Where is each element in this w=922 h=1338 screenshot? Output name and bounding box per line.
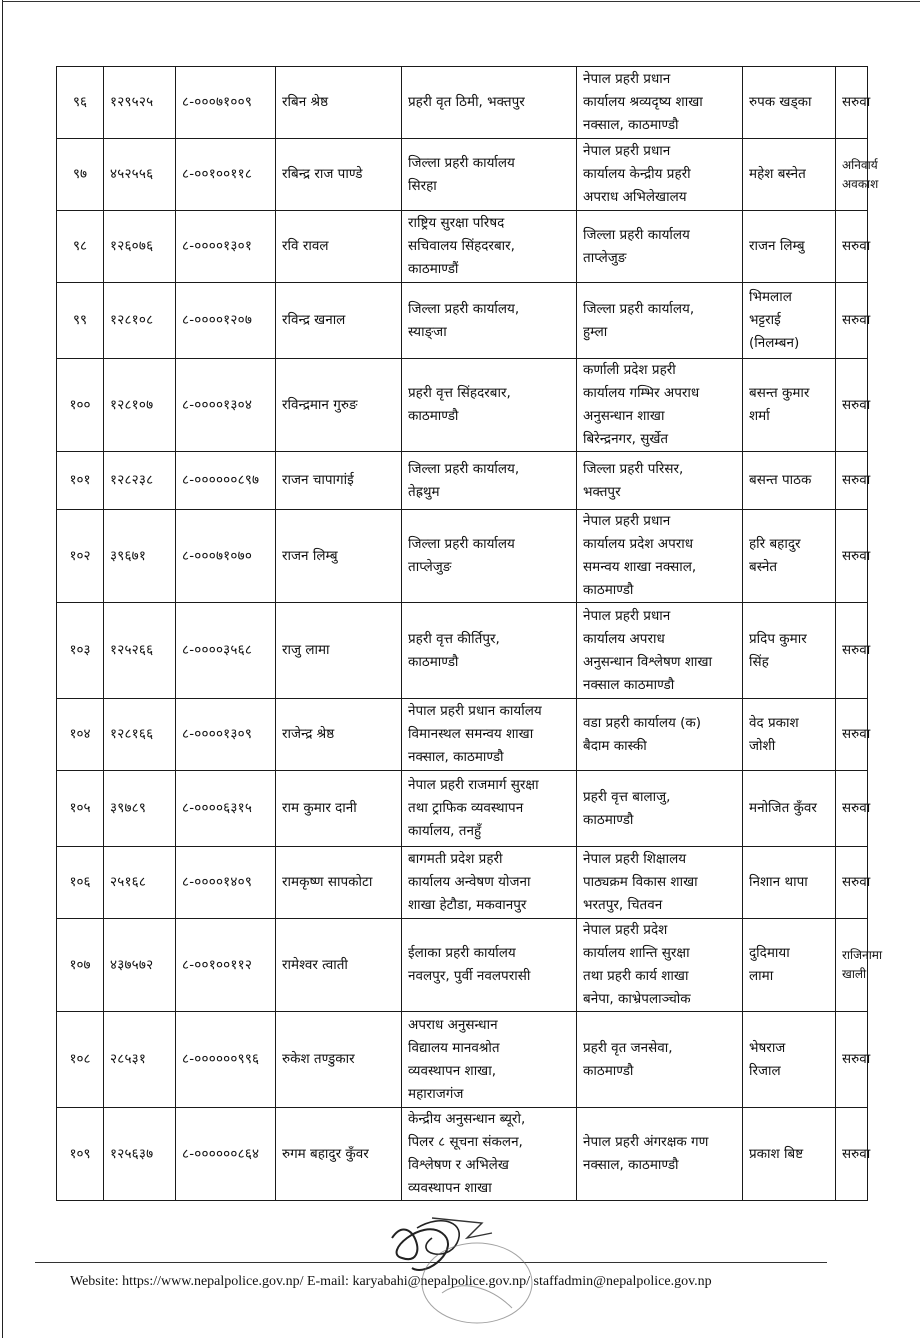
- remark: [836, 510, 871, 603]
- code-number: ८-००००००८९७: [176, 452, 276, 510]
- replacement-name-line: राजन लिम्बु: [749, 238, 805, 254]
- new-office: [577, 139, 743, 211]
- new-office: [577, 919, 743, 1012]
- new-office-line: कार्यालय केन्द्रीय प्रहरी: [583, 166, 691, 182]
- replacement-name-line: प्रकाश बिष्ट: [749, 1145, 804, 1162]
- new-office-line: नेपाल प्रहरी प्रधान: [583, 143, 671, 159]
- replacement-name-line: (निलम्बन): [749, 335, 800, 351]
- remark: [836, 603, 871, 699]
- employee-id: १२८१०७: [104, 359, 176, 452]
- employee-id: १२५६३७: [104, 1108, 176, 1201]
- new-office-line: अपराध अभिलेखालय: [583, 189, 687, 205]
- new-office-line: नक्साल काठमाण्डौ: [583, 676, 675, 693]
- table-row: [57, 1012, 868, 1108]
- new-office: [577, 847, 743, 919]
- replacement-name: [743, 510, 836, 603]
- new-office-line: कर्णाली प्रदेश प्रहरी: [583, 362, 676, 378]
- replacement-name-line: दुदिमाया: [749, 945, 790, 961]
- serial-number: १०२: [57, 510, 104, 603]
- new-office-line: नेपाल प्रहरी शिक्षालय: [583, 851, 687, 867]
- new-office-line: तथा प्रहरी कार्य शाखा: [583, 968, 689, 984]
- new-office-line: नेपाल प्रहरी प्रधान: [583, 71, 671, 87]
- employee-id: १२९५२५: [104, 67, 176, 139]
- current-office: [402, 919, 577, 1012]
- remark-line: सरुवा: [842, 312, 871, 328]
- current-office-line: शाखा हेटौडा, मकवानपुर: [408, 897, 527, 913]
- code-number: ८-००००६३१५: [176, 771, 276, 847]
- table-row: [57, 211, 868, 283]
- replacement-name: [743, 919, 836, 1012]
- table-row: [57, 699, 868, 771]
- remark-line: सरुवा: [842, 94, 871, 110]
- new-office: [577, 1012, 743, 1108]
- employee-name: रविन्द्र खनाल: [276, 283, 402, 359]
- new-office-line: जिल्ला प्रहरी कार्यालय,: [583, 300, 695, 317]
- new-office: [577, 699, 743, 771]
- code-number: ८-००००१२०७: [176, 283, 276, 359]
- new-office-line: पाठ्यक्रम विकास शाखा: [583, 874, 698, 890]
- replacement-name: [743, 211, 836, 283]
- current-office-line: स्याङ्जा: [408, 323, 447, 340]
- replacement-name: [743, 603, 836, 699]
- new-office-line: कार्यालय प्रदेश अपराध: [583, 536, 694, 552]
- current-office-line: जिल्ला प्रहरी कार्यालय,: [408, 460, 520, 477]
- remark-line: खाली: [842, 967, 867, 981]
- replacement-name: [743, 1012, 836, 1108]
- new-office-line: समन्वय शाखा नक्साल,: [583, 559, 697, 575]
- serial-number: १००: [57, 359, 104, 452]
- remark: [836, 139, 879, 211]
- remark: [836, 211, 871, 283]
- employee-name: रामेश्वर त्वाती: [276, 919, 402, 1012]
- replacement-name: [743, 67, 836, 139]
- new-office-line: अनुसन्धान शाखा: [583, 408, 665, 424]
- table-body: [57, 67, 883, 1201]
- new-office-line: काठमाण्डौ: [583, 1062, 634, 1079]
- current-office: [402, 211, 577, 283]
- serial-number: ९९: [57, 283, 104, 359]
- employee-id: २८५३१: [104, 1012, 176, 1108]
- serial-number: ९८: [57, 211, 104, 283]
- replacement-name-line: प्रदिप कुमार: [749, 630, 807, 647]
- employee-name: रबिन श्रेष्ठ: [276, 67, 402, 139]
- replacement-name: [743, 283, 836, 359]
- replacement-name: [743, 1108, 836, 1201]
- current-office-line: जिल्ला प्रहरी कार्यालय: [408, 154, 515, 171]
- new-office-line: प्रहरी वृत्त बालाजु,: [583, 788, 671, 805]
- replacement-name-line: वेद प्रकाश: [749, 714, 799, 731]
- replacement-name-line: भिमलाल: [749, 289, 792, 305]
- remark-line: सरुवा: [842, 547, 871, 564]
- serial-number: १०३: [57, 603, 104, 699]
- table-row: [57, 139, 868, 211]
- remark: [836, 699, 871, 771]
- current-office-line: विद्यालय मानवश्रोत: [408, 1039, 500, 1056]
- code-number: ८-०००७१००९: [176, 67, 276, 139]
- remark-line: सरुवा: [842, 1145, 871, 1162]
- new-office-line: कार्यालय शान्ति सुरक्षा: [583, 945, 690, 961]
- current-office-line: सिरहा: [408, 177, 437, 194]
- replacement-name-line: बसन्त कुमार: [749, 385, 810, 401]
- replacement-name: [743, 452, 836, 510]
- employee-id: १२८२३८: [104, 452, 176, 510]
- new-office-line: नेपाल प्रहरी अंगरक्षक गण: [583, 1134, 709, 1150]
- employee-id: ४५२५५६: [104, 139, 176, 211]
- remark-line: सरुवा: [842, 800, 871, 816]
- current-office-line: विश्लेषण र अभिलेख: [408, 1157, 509, 1173]
- current-office-line: तेह्रथुम: [408, 483, 440, 500]
- remark-line: अवकाश: [842, 176, 879, 191]
- current-office: [402, 359, 577, 452]
- employee-id: १२५२६६: [104, 603, 176, 699]
- current-office-line: कार्यालय अन्वेषण योजना: [408, 874, 531, 890]
- new-office-line: नक्साल, काठमाण्डौ: [583, 117, 679, 133]
- new-office-line: नेपाल प्रहरी प्रधान: [583, 607, 671, 624]
- code-number: ८-००००१३०४: [176, 359, 276, 452]
- remark: [836, 771, 871, 847]
- serial-number: ९६: [57, 67, 104, 139]
- replacement-name-line: भट्टराई: [749, 312, 781, 328]
- remark-line: सरुवा: [842, 238, 871, 254]
- code-number: ८-००००१४०९: [176, 847, 276, 919]
- replacement-name: [743, 699, 836, 771]
- remark: [836, 452, 871, 510]
- current-office-line: जिल्ला प्रहरी कार्यालय: [408, 536, 515, 552]
- current-office: [402, 67, 577, 139]
- new-office: [577, 603, 743, 699]
- current-office-line: ताप्लेजुङ: [408, 559, 452, 575]
- new-office: [577, 452, 743, 510]
- employee-id: ४३७५७२: [104, 919, 176, 1012]
- employee-name: राजेन्द्र श्रेष्ठ: [276, 699, 402, 771]
- replacement-name-line: निशान थापा: [749, 874, 808, 890]
- new-office-line: नेपाल प्रहरी प्रधान: [583, 513, 671, 529]
- new-office-line: कार्यालय गम्भिर अपराध: [583, 385, 700, 401]
- replacement-name-line: शर्मा: [749, 408, 770, 424]
- new-office-line: वडा प्रहरी कार्यालय (क): [583, 714, 702, 731]
- current-office-line: प्रहरी वृत्त सिंहदरबार,: [408, 385, 511, 401]
- remark-line: राजिनामा: [842, 948, 883, 962]
- new-office: [577, 1108, 743, 1201]
- serial-number: १०६: [57, 847, 104, 919]
- replacement-name-line: महेश बस्नेत: [749, 166, 806, 182]
- new-office-line: कार्यालय श्रव्यदृष्य शाखा: [583, 94, 703, 110]
- employee-name: राजु लामा: [276, 603, 402, 699]
- current-office: [402, 699, 577, 771]
- new-office-line: भरतपुर, चितवन: [583, 897, 663, 913]
- table-row: [57, 359, 868, 452]
- employee-name: रविन्द्रमान गुरुङ: [276, 359, 402, 452]
- current-office: [402, 139, 577, 211]
- new-office-line: बिरेन्द्रनगर, सुर्खेत: [583, 431, 669, 447]
- current-office-line: राष्ट्रिय सुरक्षा परिषद: [408, 215, 505, 231]
- new-office-line: कार्यालय अपराध: [583, 630, 665, 647]
- current-office: [402, 771, 577, 847]
- current-office-line: बागमती प्रदेश प्रहरी: [408, 851, 503, 867]
- replacement-name-line: भेषराज: [749, 1039, 786, 1056]
- transfer-table: [56, 66, 883, 1201]
- serial-number: १०५: [57, 771, 104, 847]
- current-office-line: नवलपुर, पुर्वी नवलपरासी: [408, 968, 531, 984]
- new-office: [577, 67, 743, 139]
- employee-id: १२८१६६: [104, 699, 176, 771]
- replacement-name-line: सिंह: [749, 653, 769, 670]
- new-office: [577, 211, 743, 283]
- new-office-line: भक्तपुर: [583, 483, 621, 500]
- replacement-name-line: मनोजित कुँवर: [749, 800, 817, 816]
- current-office-line: अपराध अनुसन्धान: [408, 1016, 498, 1033]
- table-row: [57, 771, 868, 847]
- current-office-line: काठमाण्डौ: [408, 653, 459, 670]
- remark: [836, 1108, 871, 1201]
- serial-number: १०८: [57, 1012, 104, 1108]
- remark: [836, 1012, 871, 1108]
- code-number: ८-००१००११२: [176, 919, 276, 1012]
- replacement-name-line: रिजाल: [749, 1062, 781, 1079]
- new-office-line: काठमाण्डौ: [583, 582, 634, 598]
- employee-name: रबिन्द्र राज पाण्डे: [276, 139, 402, 211]
- current-office-line: सचिवालय सिंहदरबार,: [408, 238, 515, 254]
- current-office: [402, 603, 577, 699]
- current-office-line: पिलर ८ सूचना संकलन,: [408, 1134, 523, 1150]
- replacement-name-line: बसन्त पाठक: [749, 472, 812, 488]
- remark-line: सरुवा: [842, 874, 871, 890]
- current-office-line: नक्साल, काठमाण्डौ: [408, 749, 504, 765]
- replacement-name-line: बस्नेत: [749, 559, 778, 575]
- current-office-line: ईलाका प्रहरी कार्यालय: [408, 945, 516, 961]
- remark: [836, 359, 871, 452]
- current-office-line: व्यवस्थापन शाखा: [408, 1180, 492, 1196]
- replacement-name-line: रुपक खड्का: [749, 94, 812, 110]
- new-office: [577, 283, 743, 359]
- current-office: [402, 283, 577, 359]
- remark-line: सरुवा: [842, 642, 871, 658]
- new-office: [577, 771, 743, 847]
- current-office-line: नेपाल प्रहरी राजमार्ग सुरक्षा: [408, 777, 539, 793]
- employee-name: रामकृष्ण सापकोटा: [276, 847, 402, 919]
- new-office: [577, 510, 743, 603]
- current-office: [402, 847, 577, 919]
- replacement-name-line: हरि बहादुर: [749, 536, 801, 552]
- serial-number: १०९: [57, 1108, 104, 1201]
- code-number: ८-००००००८६४: [176, 1108, 276, 1201]
- new-office-line: हुम्ला: [583, 323, 608, 340]
- current-office-line: व्यवस्थापन शाखा,: [408, 1062, 497, 1079]
- replacement-name: [743, 847, 836, 919]
- current-office-line: विमानस्थल समन्वय शाखा: [408, 726, 534, 742]
- current-office-line: काठमाण्डौं: [408, 261, 459, 277]
- page-border-left: [2, 0, 3, 1338]
- new-office-line: जिल्ला प्रहरी परिसर,: [583, 460, 684, 477]
- remark-line: सरुवा: [842, 726, 871, 742]
- new-office-line: जिल्ला प्रहरी कार्यालय: [583, 226, 690, 243]
- code-number: ८-००१००११८: [176, 139, 276, 211]
- new-office-line: बनेपा, काभ्रेपलाञ्चोक: [583, 991, 691, 1007]
- table-row: [57, 452, 868, 510]
- code-number: ८-०००७१०७०: [176, 510, 276, 603]
- current-office: [402, 1012, 577, 1108]
- current-office: [402, 1108, 577, 1201]
- table-row: [57, 919, 868, 1012]
- employee-id: १२८१०८: [104, 283, 176, 359]
- remark: [836, 919, 883, 1012]
- replacement-name: [743, 771, 836, 847]
- code-number: ८-००००३५६८: [176, 603, 276, 699]
- page-border-top: [2, 1, 920, 2]
- table-row: [57, 603, 868, 699]
- table-row: [57, 283, 868, 359]
- serial-number: १०७: [57, 919, 104, 1012]
- new-office-line: नक्साल, काठमाण्डौ: [583, 1157, 679, 1173]
- serial-number: १०४: [57, 699, 104, 771]
- serial-number: १०१: [57, 452, 104, 510]
- employee-id: ३९६७१: [104, 510, 176, 603]
- new-office-line: अनुसन्धान विश्लेषण शाखा: [583, 653, 713, 670]
- employee-name: राजन चापागांई: [276, 452, 402, 510]
- replacement-name-line: लामा: [749, 968, 774, 984]
- table-row: [57, 510, 868, 603]
- current-office-line: जिल्ला प्रहरी कार्यालय,: [408, 300, 520, 317]
- new-office-line: नेपाल प्रहरी प्रदेश: [583, 922, 668, 938]
- current-office-line: प्रहरी वृत्त कीर्तिपुर,: [408, 630, 500, 647]
- employee-name: राम कुमार दानी: [276, 771, 402, 847]
- table-row: [57, 67, 868, 139]
- code-number: ८-००००१३०१: [176, 211, 276, 283]
- current-office-line: काठमाण्डौ: [408, 408, 459, 424]
- employee-name: रुगम बहादुर कुँवर: [276, 1108, 402, 1201]
- replacement-name-line: जोशी: [749, 737, 776, 754]
- replacement-name: [743, 139, 836, 211]
- new-office-line: बैदाम कास्की: [583, 737, 647, 754]
- remark: [836, 283, 871, 359]
- new-office-line: काठमाण्डौ: [583, 811, 634, 828]
- table-row: [57, 1108, 868, 1201]
- new-office-line: प्रहरी वृत जनसेवा,: [583, 1039, 673, 1056]
- code-number: ८-००००१३०९: [176, 699, 276, 771]
- employee-name: रुकेश तण्डुकार: [276, 1012, 402, 1108]
- remark-line: सरुवा: [842, 396, 871, 413]
- current-office-line: तथा ट्राफिक व्यवस्थापन: [408, 800, 524, 816]
- employee-id: २५१६८: [104, 847, 176, 919]
- serial-number: ९७: [57, 139, 104, 211]
- remark: [836, 67, 871, 139]
- current-office-line: प्रहरी वृत ठिमी, भक्तपुर: [408, 94, 525, 110]
- replacement-name: [743, 359, 836, 452]
- current-office-line: कार्यालय, तनहुँ: [408, 823, 482, 839]
- remark-line: सरुवा: [842, 1051, 871, 1067]
- employee-name: रवि रावल: [276, 211, 402, 283]
- current-office-line: केन्द्रीय अनुसन्धान ब्यूरो,: [408, 1111, 526, 1127]
- footer-contact: Website: https://www.nepalpolice.gov.np/ E-mail: karyabahi@nepalpolice.gov.np/ staffadmin@nepalpolice.gov.np: [70, 1274, 712, 1289]
- remark-line: अनिवार्य: [842, 157, 878, 172]
- table-row: [57, 847, 868, 919]
- code-number: ८-००००००९९६: [176, 1012, 276, 1108]
- current-office-line: नेपाल प्रहरी प्रधान कार्यालय: [408, 703, 542, 719]
- current-office-line: महाराजगंज: [408, 1085, 464, 1102]
- signature-seal: [372, 1198, 532, 1338]
- remark-line: सरुवा: [842, 472, 871, 488]
- employee-id: १२६०७६: [104, 211, 176, 283]
- new-office-line: ताप्लेजुङ: [583, 249, 627, 266]
- remark: [836, 847, 871, 919]
- current-office: [402, 452, 577, 510]
- new-office: [577, 359, 743, 452]
- employee-name: राजन लिम्बु: [276, 510, 402, 603]
- current-office: [402, 510, 577, 603]
- employee-id: ३९७८९: [104, 771, 176, 847]
